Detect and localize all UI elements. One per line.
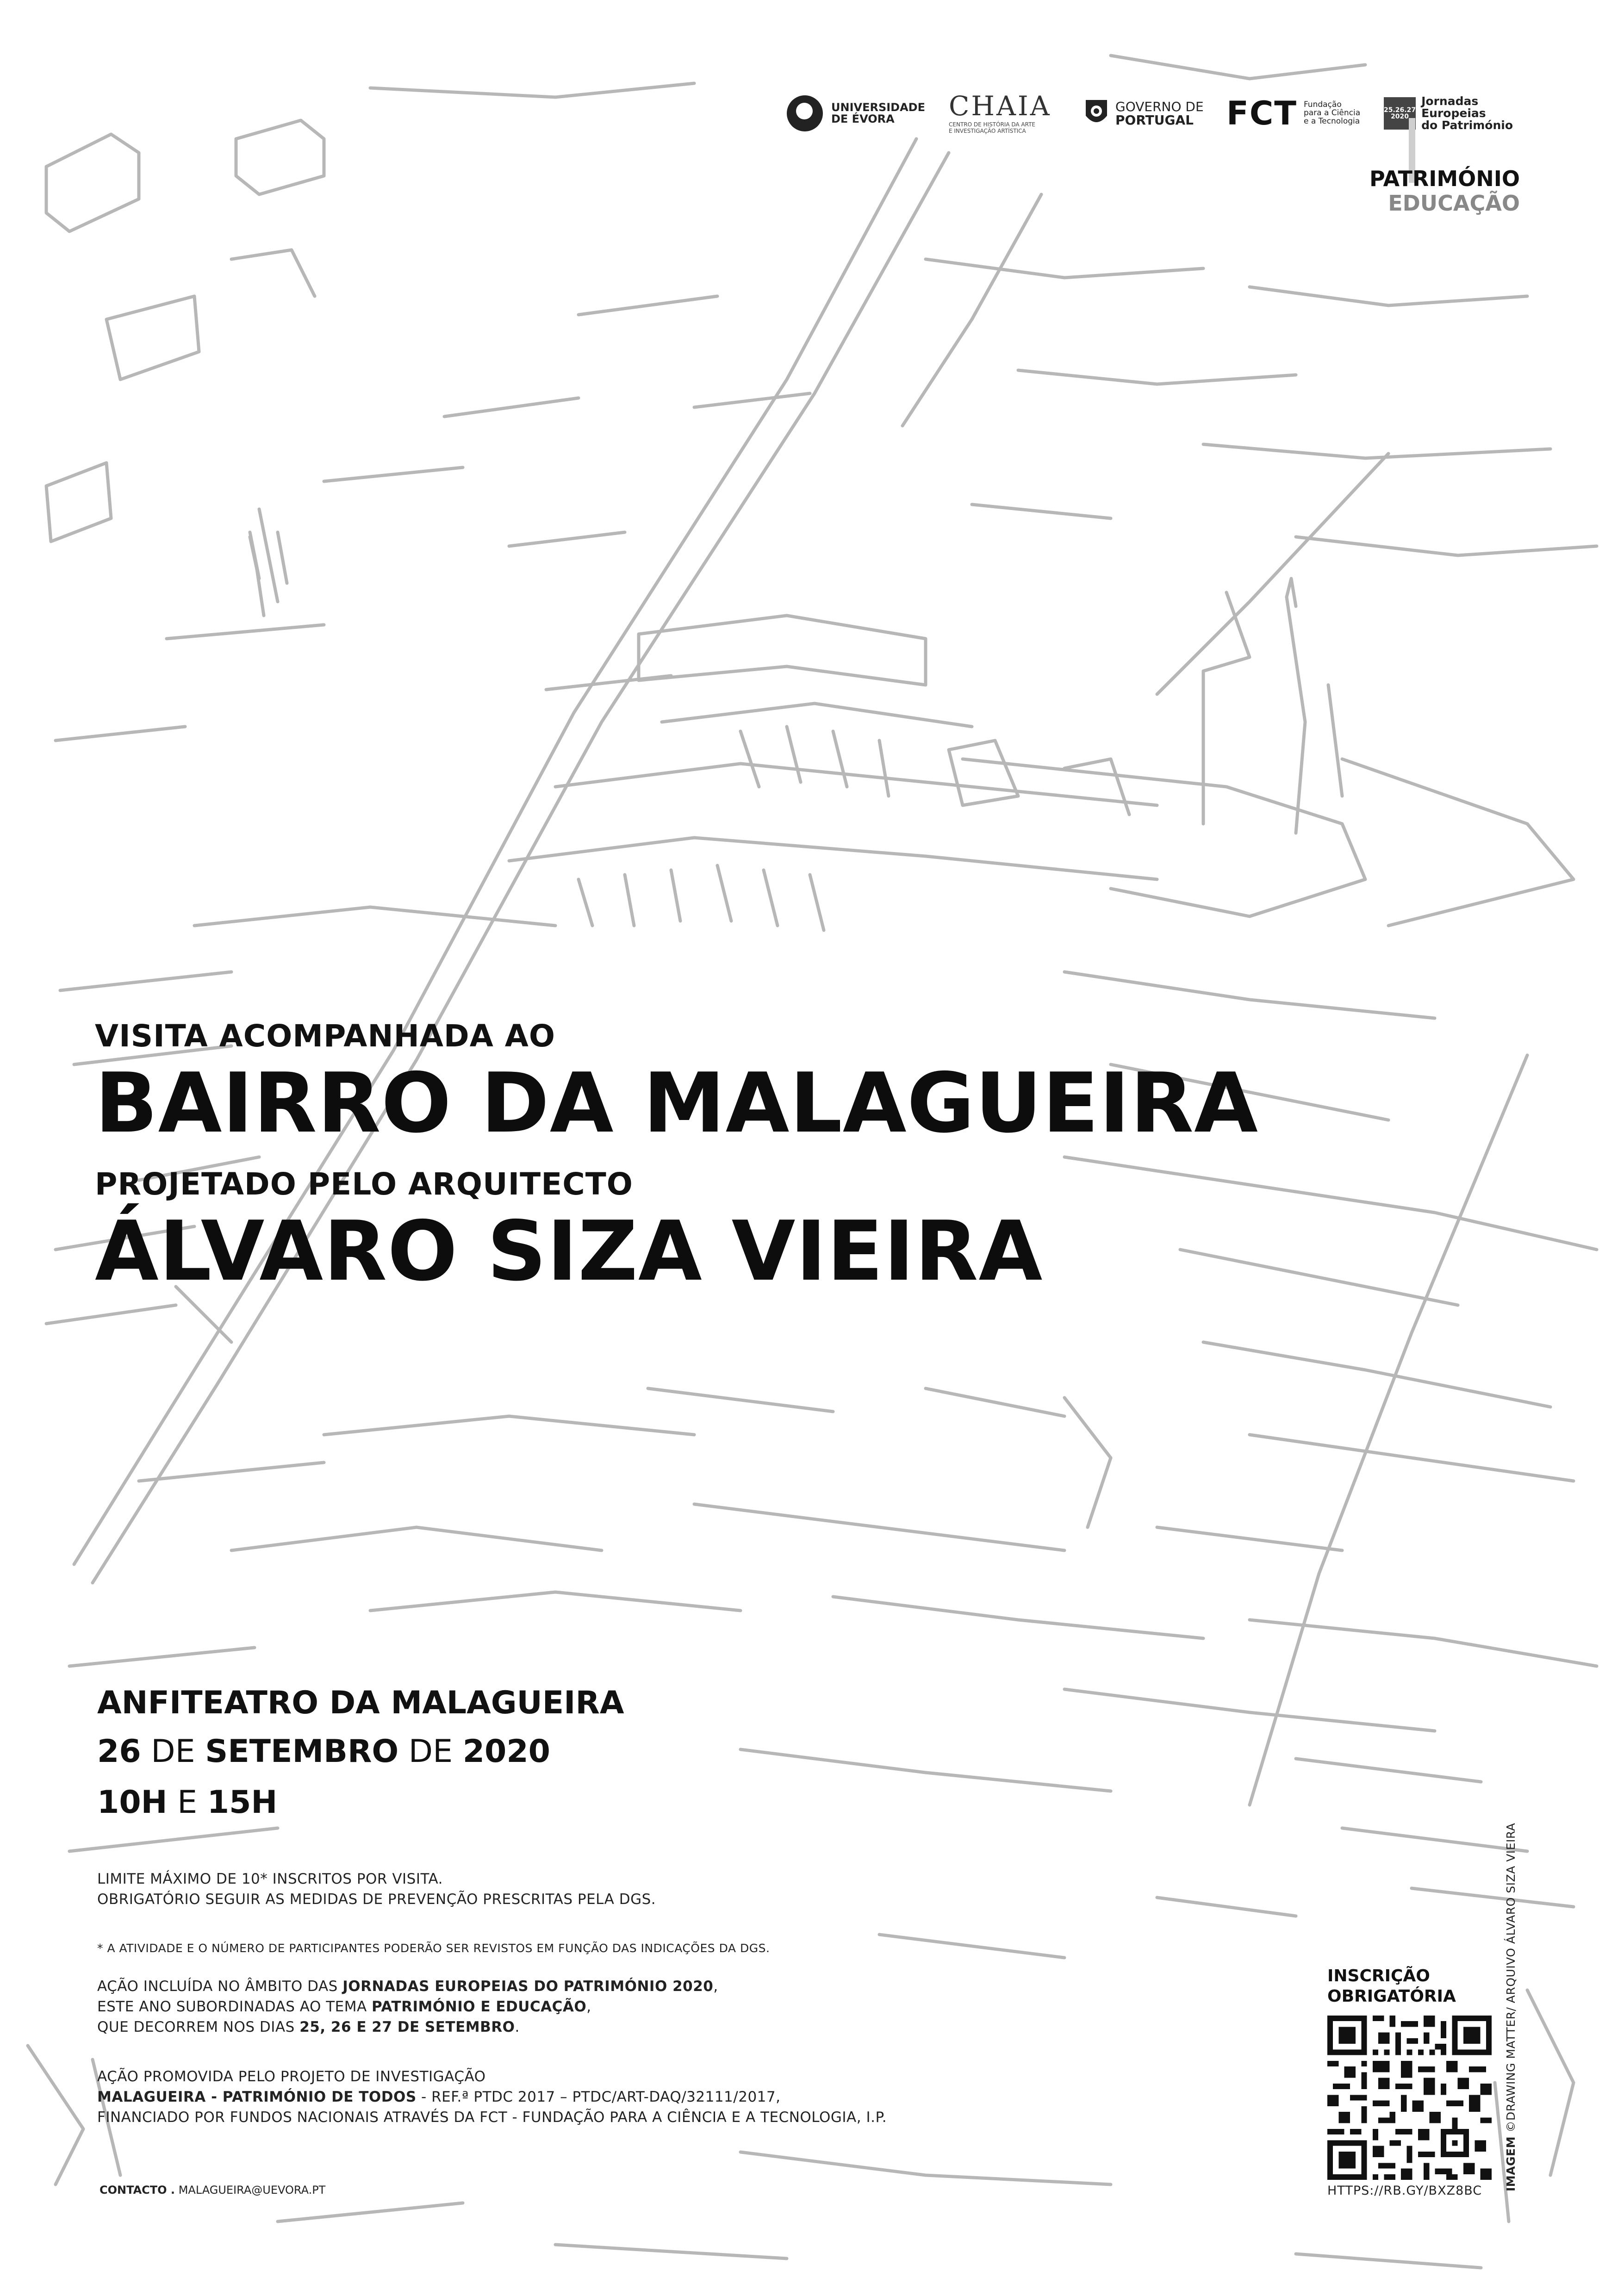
jornadas-line1: Jornadas Europeias: [1421, 94, 1486, 120]
info-dias-pre: QUE DECORREM NOS DIAS: [97, 2019, 300, 2035]
logo-fct: [1226, 86, 1360, 141]
event-month: SETEMBRO: [205, 1733, 399, 1770]
info-limit: LIMITE MÁXIMO DE 10* INSCRITOS POR VISITA.: [97, 1871, 443, 1887]
image-credit-text: ©DRAWING MATTER/ ARQUIVO ÁLVARO SIZA VIEIRA: [1504, 1823, 1518, 2133]
event-location: ANFITEATRO DA MALAGUEIRA: [97, 1685, 624, 1721]
contact-label: CONTACTO .: [100, 2184, 175, 2196]
fct-wordmark: FCT: [1226, 94, 1297, 132]
registration-url[interactable]: HTTPS://RB.GY/BXZ8BC: [1327, 2184, 1482, 2198]
fct-sub3: e a Tecnologia: [1303, 116, 1360, 126]
logo-universidade-evora: [787, 86, 925, 141]
info-acao-bold: JORNADAS EUROPEIAS DO PATRIMÓNIO 2020: [342, 1978, 714, 1995]
event-day: 26: [97, 1733, 141, 1770]
event-time2: 15H: [207, 1784, 278, 1821]
info-limits: [97, 1869, 656, 1910]
info-promovida: AÇÃO PROMOVIDA PELO PROJETO DE INVESTIGAÇÃO: [97, 2068, 486, 2085]
fct-sub2: para a Ciência: [1303, 108, 1361, 118]
title-visita: VISITA ACOMPANHADA AO: [95, 1018, 555, 1054]
info-note: * A ATIVIDADE E O NÚMERO DE PARTICIPANTES PODERÃO SER REVISTOS EM FUNÇÃO DAS INDICAÇÕES DA DGS.: [97, 1941, 770, 1955]
contact: [100, 2184, 325, 2196]
theme-mark: [1369, 167, 1520, 216]
event-year: 2020: [462, 1733, 550, 1770]
chaia-sub1: CENTRO DE HISTÓRIA DA ARTE: [949, 121, 1035, 128]
logo-jornadas-europeias: [1384, 86, 1532, 141]
partner-logos: [787, 86, 1532, 141]
info-jornadas: [97, 1976, 718, 2037]
logo-chaia: [949, 86, 1052, 141]
registration-label: [1327, 1966, 1456, 2007]
image-credit: [1504, 1823, 1518, 2191]
info-projeto-post: - REF.ª PTDC 2017 – PTDC/ART-DAQ/32111/2017,: [416, 2089, 781, 2105]
contact-email[interactable]: MALAGUEIRA@UEVORA.PT: [178, 2184, 326, 2196]
event-times: [97, 1784, 277, 1821]
info-tema-bold: PATRIMÓNIO E EDUCAÇÃO: [372, 1998, 587, 2015]
governo-line2: PORTUGAL: [1115, 112, 1194, 128]
title-arquitecto: ÁLVARO SIZA VIEIRA: [95, 1203, 1043, 1299]
info-tema-pre: ESTE ANO SUBORDINADAS AO TEMA: [97, 1998, 372, 2015]
info-tema-line: [97, 1997, 718, 2017]
event-time1: 10H: [97, 1784, 168, 1821]
registration-line2: OBRIGATÓRIA: [1327, 1987, 1456, 2006]
image-credit-label: IMAGEM: [1504, 2136, 1518, 2191]
jornadas-date-badge: 25.26.27 2020: [1384, 97, 1416, 130]
info-dias-post: .: [515, 2019, 520, 2035]
info-dgs: OBRIGATÓRIO SEGUIR AS MEDIDAS DE PREVENÇÃO PRESCRITAS PELA DGS.: [97, 1891, 656, 1908]
jornadas-line2: do Património: [1421, 118, 1513, 132]
universidade-line2: DE ÉVORA: [831, 112, 895, 125]
fct-sub1: Fundação: [1303, 100, 1342, 110]
info-dias-line: [97, 2017, 718, 2037]
title-projetado: PROJETADO PELO ARQUITECTO: [95, 1166, 633, 1202]
chaia-wordmark: CHAIA: [949, 90, 1052, 122]
registration-qr-code[interactable]: [1327, 2016, 1492, 2180]
theme-line1: PATRIMÓNIO: [1369, 166, 1520, 191]
governo-line1: GOVERNO DE: [1115, 99, 1204, 114]
event-de2: DE: [408, 1733, 453, 1770]
event-date: [97, 1733, 550, 1770]
event-de1: DE: [151, 1733, 195, 1770]
info-dias-bold: 25, 26 E 27 DE SETEMBRO: [299, 2019, 515, 2035]
governo-portugal-emblem-icon: [1083, 97, 1110, 130]
info-acao-line: [97, 1976, 718, 1997]
info-financiado: FINANCIADO POR FUNDOS NACIONAIS ATRAVÉS DA FCT - FUNDAÇÃO PARA A CIÊNCIA E A TECNOLOGIA, I.P.: [97, 2109, 887, 2126]
registration-line1: INSCRIÇÃO: [1327, 1966, 1430, 1985]
info-acao-pre: AÇÃO INCLUÍDA NO ÂMBITO DAS: [97, 1978, 343, 1995]
universidade-line1: UNIVERSIDADE: [831, 100, 925, 114]
logo-governo-portugal: [1083, 86, 1204, 141]
info-projeto-line: [97, 2087, 887, 2107]
event-e: E: [177, 1784, 198, 1821]
theme-line2: EDUCAÇÃO: [1388, 190, 1520, 216]
universidade-evora-emblem-icon: [787, 95, 823, 131]
chaia-sub2: E INVESTIGAÇÃO ARTÍSTICA: [949, 128, 1026, 134]
info-projeto-bold: MALAGUEIRA - PATRIMÓNIO DE TODOS: [97, 2089, 417, 2105]
title-bairro: BAIRRO DA MALAGUEIRA: [95, 1055, 1258, 1151]
info-acao-post: ,: [713, 1978, 718, 1995]
info-tema-post: ,: [586, 1998, 591, 2015]
info-projeto: [97, 2066, 887, 2128]
